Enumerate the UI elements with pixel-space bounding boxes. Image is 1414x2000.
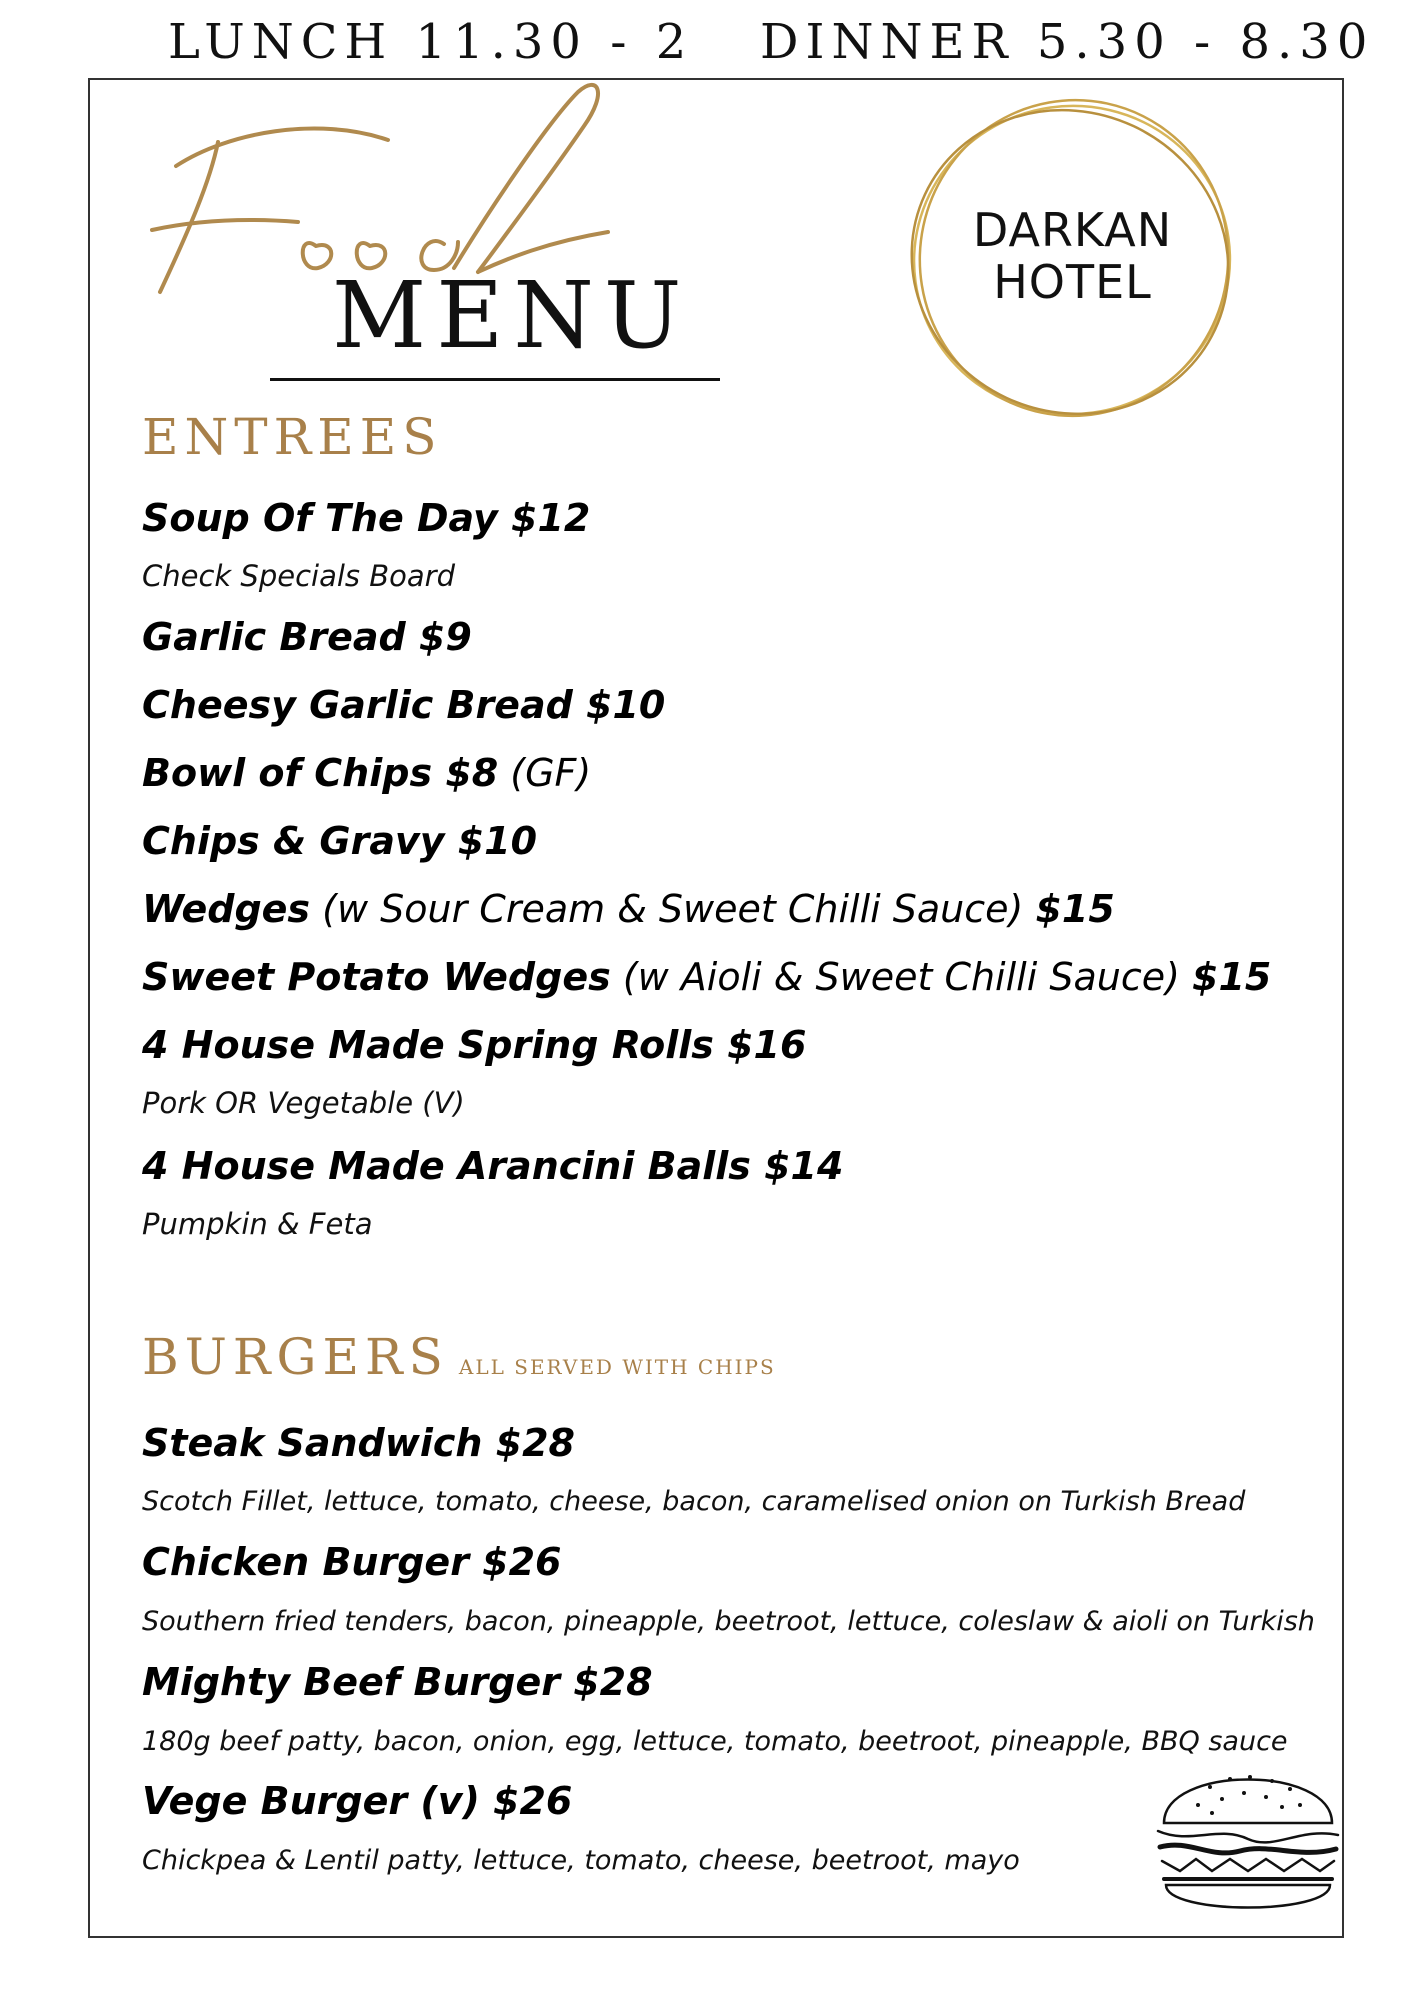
menu-item-note: (w Aioli & Sweet Chilli Sauce) [610,955,1193,999]
burger-icon [1150,1755,1345,1920]
menu-item [142,887,1115,931]
menu-item-name: Mighty Beef Burger $28 [142,1660,653,1704]
logo-line-2: HOTEL [993,255,1152,309]
menu-item-desc: 180g beef patty, bacon, onion, egg, lettuce, tomato, beetroot, pineapple, BBQ sauce [142,1726,1288,1757]
menu-title: MENU [332,262,692,369]
burgers-note: ALL SERVED WITH CHIPS [458,1355,776,1379]
menu-item-desc: Check Specials Board [142,559,455,593]
menu-item-name: Sweet Potato Wedges [142,955,611,999]
menu-item-name: Bowl of Chips $8 [142,751,499,795]
menu-item [142,955,1272,999]
lunch-hours: LUNCH 11.30 - 2 [168,14,694,70]
menu-item-desc: Southern fried tenders, bacon, pineapple, beetroot, lettuce, coleslaw & aioli on Turkish [142,1606,1315,1637]
menu-item-desc: Scotch Fillet, lettuce, tomato, cheese, bacon, caramelised onion on Turkish Bread [142,1486,1246,1517]
menu-item-name: Steak Sandwich $28 [142,1421,575,1465]
menu-item-desc: Chickpea & Lentil patty, lettuce, tomato, cheese, beetroot, mayo [142,1845,1020,1876]
dinner-hours: DINNER 5.30 - 8.30 [760,14,1375,70]
menu-item-name: Vege Burger (v) $26 [142,1779,573,1823]
entrees-heading: ENTREES [142,408,443,466]
menu-item [142,751,592,795]
menu-item-name: Garlic Bread $9 [142,615,472,659]
menu-item-name: Cheesy Garlic Bread $10 [142,683,666,727]
menu-item-name: Wedges [142,887,311,931]
menu-item-name: Soup Of The Day $12 [142,496,591,540]
menu-item-name: 4 House Made Arancini Balls $14 [142,1144,844,1188]
menu-item-name: 4 House Made Spring Rolls $16 [142,1023,807,1067]
burgers-title: BURGERS [142,1328,449,1386]
menu-item-price: $15 [1035,887,1115,931]
menu-item-note: (GF) [498,751,592,795]
title-underline [270,378,720,381]
menu-item-desc: Pumpkin & Feta [142,1207,373,1241]
opening-hours [0,14,1414,74]
menu-item-desc: Pork OR Vegetable (V) [142,1086,465,1120]
menu-item-name: Chicken Burger $26 [142,1540,562,1584]
menu-item-price: $15 [1192,955,1272,999]
burgers-heading [142,1328,776,1386]
menu-item-name: Chips & Gravy $10 [142,819,538,863]
logo-line-1: DARKAN [972,203,1173,257]
hotel-logo-text [900,204,1245,308]
menu-item-note: (w Sour Cream & Sweet Chilli Sauce) [310,887,1036,931]
